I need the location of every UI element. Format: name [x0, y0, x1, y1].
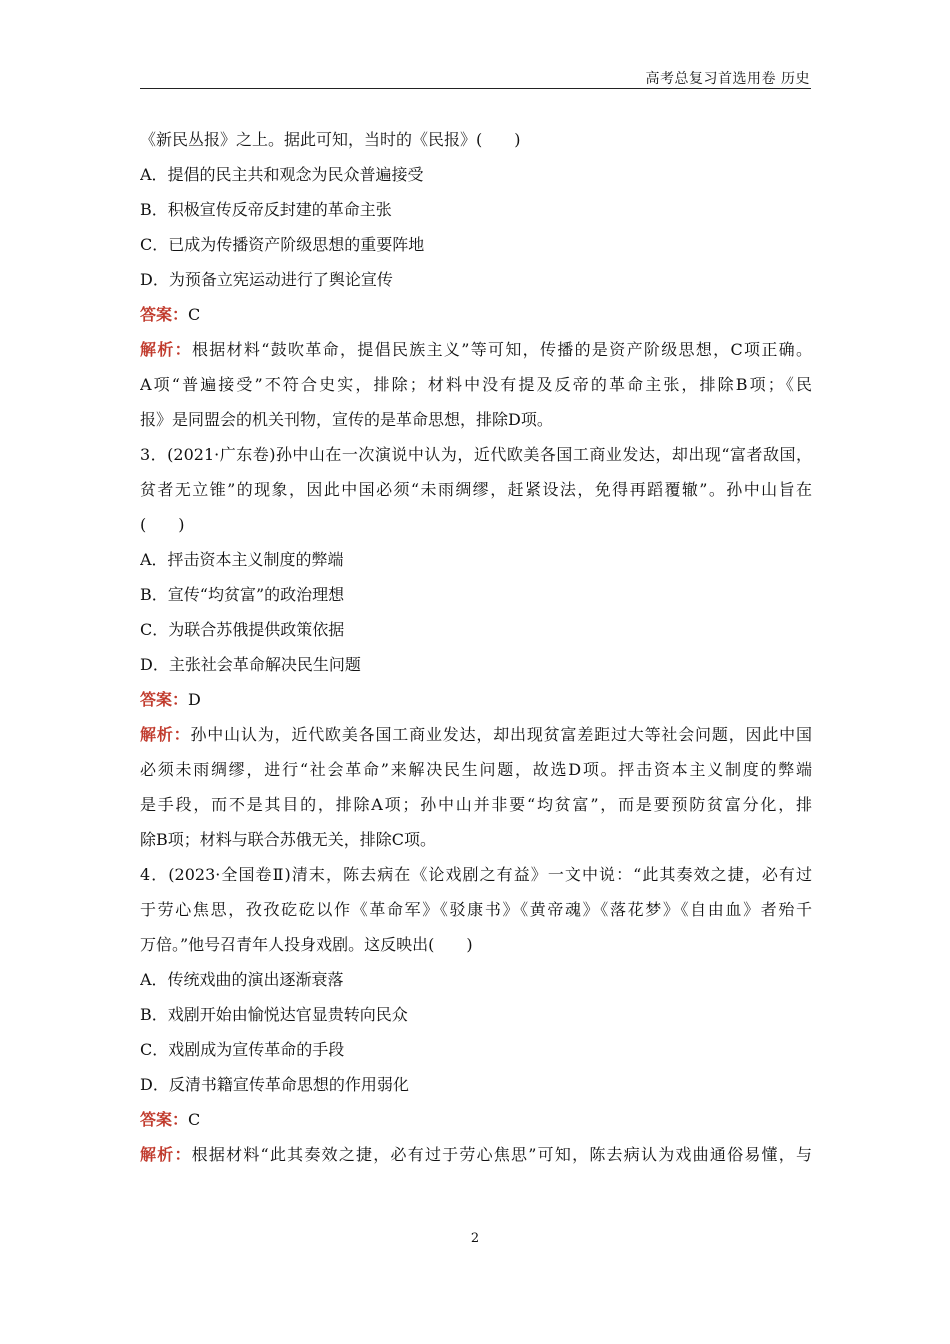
answer-value: D: [188, 690, 201, 709]
option-a: A．传统戏曲的演出逐渐衰落: [140, 970, 344, 989]
analysis-label: 解析：: [140, 725, 191, 744]
page-content: [140, 122, 812, 1172]
question-stem: 万倍。”他号召青年人投身戏剧。这反映出( ): [140, 935, 473, 954]
answer-value: C: [188, 1110, 201, 1129]
option-b: B．戏剧开始由愉悦达官显贵转向民众: [140, 1005, 408, 1024]
question-stem: 于劳心焦思，孜孜矻矻以作《革命军》《驳康书》《黄帝魂》《落花梦》《自由血》者殆千: [140, 900, 812, 919]
analysis-label: 解析：: [140, 340, 192, 359]
analysis-line: [140, 717, 812, 752]
question-stem: 4．(2023·全国卷Ⅱ)清末，陈去病在《论戏剧之有益》一文中说：“此其奏效之捷，必有过: [140, 865, 812, 884]
answer-line: [140, 297, 812, 332]
option-a: A．抨击资本主义制度的弊端: [140, 550, 344, 569]
analysis-line: [140, 332, 812, 367]
question-stem: 3．(2021·广东卷)孙中山在一次演说中认为，近代欧美各国工商业发达，却出现“富者敌国，: [140, 445, 812, 464]
option-b: B．积极宣传反帝反封建的革命主张: [140, 200, 392, 219]
option-c: C．已成为传播资产阶级思想的重要阵地: [140, 235, 425, 254]
analysis-line: A项“普遍接受”不符合史实，排除；材料中没有提及反帝的革命主张，排除B项；《民: [140, 375, 812, 394]
option-a: A．提倡的民主共和观念为民众普遍接受: [140, 165, 424, 184]
analysis-text: 孙中山认为，近代欧美各国工商业发达，却出现贫富差距过大等社会问题，因此中国: [190, 725, 812, 744]
answer-label: 答案：: [140, 1110, 189, 1129]
analysis-text: 根据材料“此其奏效之捷，必有过于劳心焦思”可知，陈去病认为戏曲通俗易懂，与: [191, 1145, 812, 1164]
question-stem: 贫者无立锥”的现象，因此中国必须“未雨绸缪，赶紧设法，免得再蹈覆辙”。孙中山旨在: [140, 480, 812, 499]
option-d: D．主张社会革命解决民生问题: [140, 655, 361, 674]
analysis-line: [140, 1137, 812, 1172]
option-c: C．为联合苏俄提供政策依据: [140, 620, 345, 639]
analysis-line: 除B项；材料与联合苏俄无关，排除C项。: [140, 830, 437, 849]
analysis-label: 解析：: [140, 1145, 192, 1164]
analysis-line: 必须未雨绸缪，进行“社会革命”来解决民生问题，故选D项。抨击资本主义制度的弊端: [140, 760, 812, 779]
page-number: 2: [470, 1231, 480, 1246]
page-header-title: 高考总复习首选用卷 历史: [645, 71, 810, 87]
analysis-line: 报》是同盟会的机关刊物，宣传的是革命思想，排除D项。: [140, 410, 553, 429]
option-d: D．反清书籍宣传革命思想的作用弱化: [140, 1075, 409, 1094]
answer-label: 答案：: [140, 305, 189, 324]
answer-value: C: [188, 305, 201, 324]
answer-line: [140, 1102, 812, 1137]
analysis-text: 根据材料“鼓吹革命，提倡民族主义”等可知，传播的是资产阶级思想，C项正确。: [191, 340, 812, 359]
option-b: B．宣传“均贫富”的政治理想: [140, 585, 345, 604]
option-c: C．戏剧成为宣传革命的手段: [140, 1040, 345, 1059]
header-divider: [140, 88, 811, 89]
question-stem-end: 《新民丛报》之上。据此可知，当时的《民报》( ): [140, 130, 521, 149]
option-d: D．为预备立宪运动进行了舆论宣传: [140, 270, 393, 289]
analysis-line: 是手段，而不是其目的，排除A项；孙中山并非要“均贫富”，而是要预防贫富分化，排: [140, 795, 812, 814]
answer-line: [140, 682, 812, 717]
question-stem: ( ): [140, 515, 185, 534]
answer-label: 答案：: [140, 690, 189, 709]
